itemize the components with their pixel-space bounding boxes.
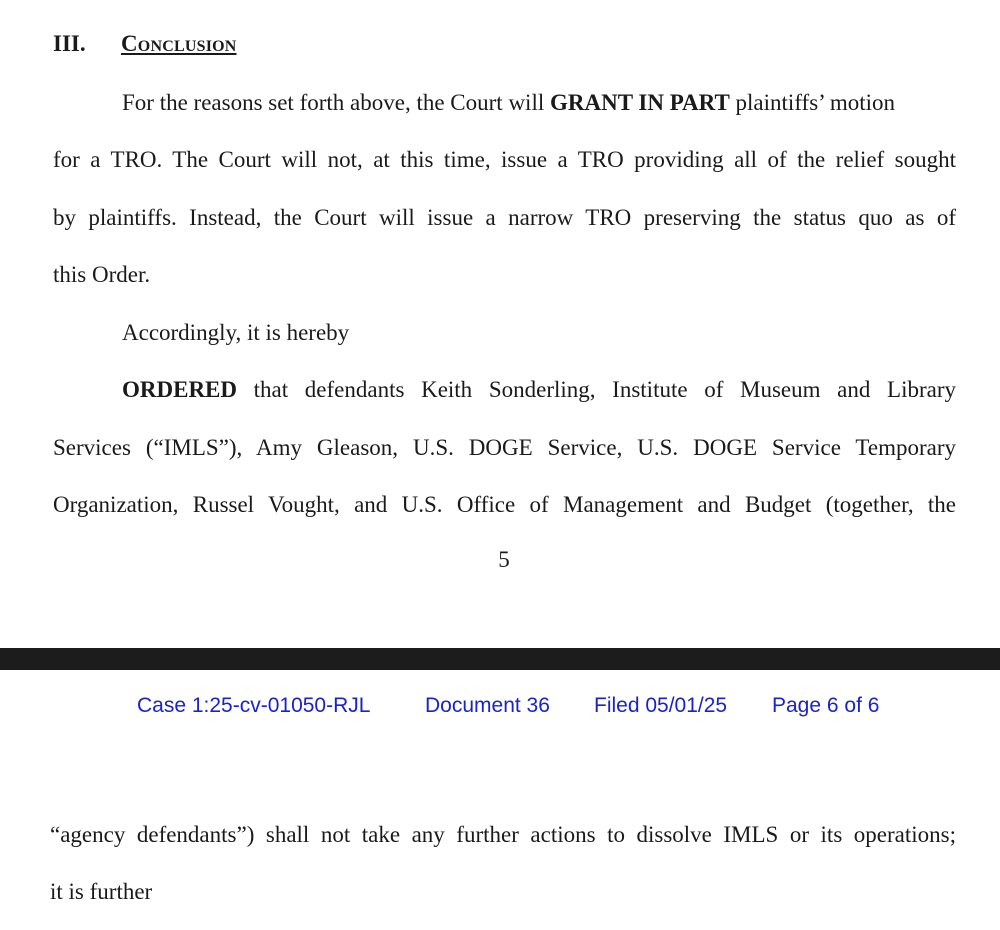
text-run: that defendants Keith Sonderling, Institute of Museum and Library (237, 377, 956, 402)
text-run: plaintiffs’ motion (729, 90, 896, 115)
paragraph-line: Accordingly, it is hereby (122, 320, 350, 345)
section-title: Conclusion (121, 31, 237, 56)
case-header (0, 688, 1000, 724)
filed-date: Filed 05/01/25 (594, 694, 728, 717)
bold-text-run: GRANT IN PART (549, 90, 730, 115)
section-number: III. (53, 31, 86, 56)
page-divider (0, 648, 1000, 670)
page-count: Page 6 of 6 (772, 694, 880, 717)
paragraph-line (122, 89, 895, 117)
bold-text-run: ORDERED (122, 377, 238, 402)
paragraph-line: this Order. (53, 262, 151, 287)
section-heading (53, 30, 237, 58)
page-number: 5 (498, 547, 510, 572)
paragraph-line: it is further (50, 879, 153, 904)
paragraph-line: by plaintiffs. Instead, the Court will issue a narrow TRO preserving the status quo as of (53, 205, 956, 230)
paragraph-line: “agency defendants”) shall not take any further actions to dissolve IMLS or its operations; (50, 822, 956, 847)
paragraph-line: for a TRO. The Court will not, at this time, issue a TRO providing all of the relief sought (53, 147, 956, 172)
paragraph-line (122, 376, 956, 404)
case-number: Case 1:25-cv-01050-RJL (137, 694, 371, 717)
paragraph-line: Organization, Russel Vought, and U.S. Office of Management and Budget (together, the (53, 492, 956, 517)
document-number: Document 36 (425, 694, 550, 717)
paragraph-line: Services (“IMLS”), Amy Gleason, U.S. DOGE Service, U.S. DOGE Service Temporary (53, 435, 956, 460)
text-run: For the reasons set forth above, the Court will (122, 90, 550, 115)
